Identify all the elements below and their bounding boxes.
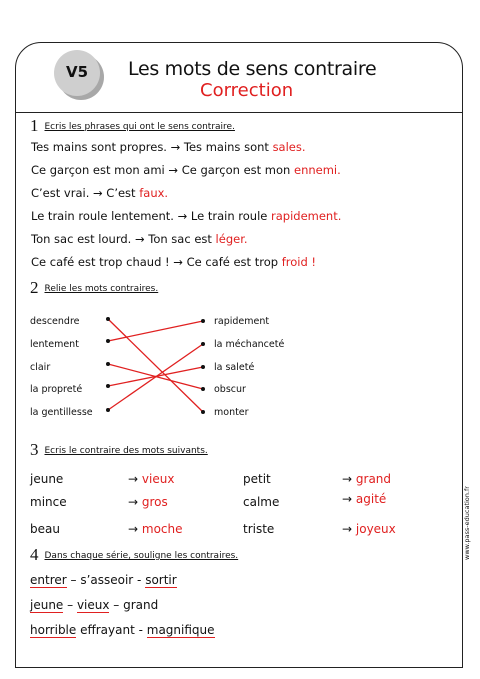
sentence-line: Ton sac est lourd. → Ton sac est léger. (31, 232, 248, 246)
sentence-line: C’est vrai. → C’est faux. (31, 186, 169, 200)
page-title: Les mots de sens contraire (128, 58, 377, 80)
series-row: jeune – vieux – grand (30, 598, 159, 612)
right-word: obscur (214, 384, 246, 395)
answer-cell: → agité (342, 492, 387, 506)
source-site: www.pass-education.fr (463, 486, 471, 560)
match-line (108, 344, 203, 410)
answer-cell: → grand (342, 472, 392, 486)
section-number: 2 (30, 278, 39, 297)
sentence-line: Ce garçon est mon ami → Ce garçon est mon ennemi. (31, 163, 341, 177)
section-number: 1 (30, 116, 39, 135)
dot (106, 362, 110, 366)
answer: faux. (139, 186, 169, 200)
section-number: 4 (30, 545, 39, 564)
sentence-line: Tes mains sont propres. → Tes mains sont sales. (31, 140, 306, 154)
right-word: la saleté (214, 362, 255, 373)
dot (106, 384, 110, 388)
dot (106, 339, 110, 343)
answer: sales. (272, 140, 306, 154)
page-subtitle: Correction (200, 80, 294, 101)
left-word: clair (30, 362, 51, 373)
left-word: lentement (30, 339, 79, 350)
dot (201, 410, 205, 414)
series-row: horrible effrayant - magnifique (30, 623, 215, 637)
left-word: la propreté (30, 384, 83, 395)
dot (201, 319, 205, 323)
word: mince (30, 495, 67, 509)
section-instruction: Relie les mots contraires. (44, 284, 159, 294)
section-3-heading (30, 440, 208, 460)
answer: ennemi. (294, 163, 341, 177)
right-word: monter (214, 407, 249, 418)
answer-cell: → moche (128, 522, 183, 536)
section-number: 3 (30, 440, 39, 459)
answer-cell: → gros (128, 495, 168, 509)
left-word: la gentillesse (30, 407, 93, 418)
match-line (108, 319, 203, 412)
sentence-line: Le train roule lentement. → Le train roule rapidement. (31, 209, 342, 223)
word: triste (243, 522, 275, 536)
section-4-heading (30, 545, 238, 565)
answer: léger. (215, 232, 248, 246)
word: beau (30, 522, 60, 536)
dot (201, 342, 205, 346)
answer-cell: → vieux (128, 472, 175, 486)
level-badge-text: V5 (65, 63, 89, 81)
answer: rapidement. (271, 209, 342, 223)
section-instruction: Ecris les phrases qui ont le sens contraire. (44, 122, 235, 132)
series-row: entrer – s’asseoir - sortir (30, 573, 177, 587)
dot (106, 317, 110, 321)
section-instruction: Ecris le contraire des mots suivants. (44, 446, 208, 456)
left-word: descendre (30, 316, 80, 327)
word: petit (243, 472, 271, 486)
word: calme (243, 495, 280, 509)
answer-cell: → joyeux (342, 522, 396, 536)
right-word: la méchanceté (214, 339, 285, 350)
dot (106, 408, 110, 412)
section-instruction: Dans chaque série, souligne les contraires. (44, 551, 239, 561)
answer: froid ! (281, 255, 317, 269)
word: jeune (30, 472, 64, 486)
sentence-line: Ce café est trop chaud ! → Ce café est trop froid ! (31, 255, 317, 269)
right-word: rapidement (214, 316, 270, 327)
match-line (108, 321, 203, 341)
dot (201, 365, 205, 369)
dot (201, 387, 205, 391)
